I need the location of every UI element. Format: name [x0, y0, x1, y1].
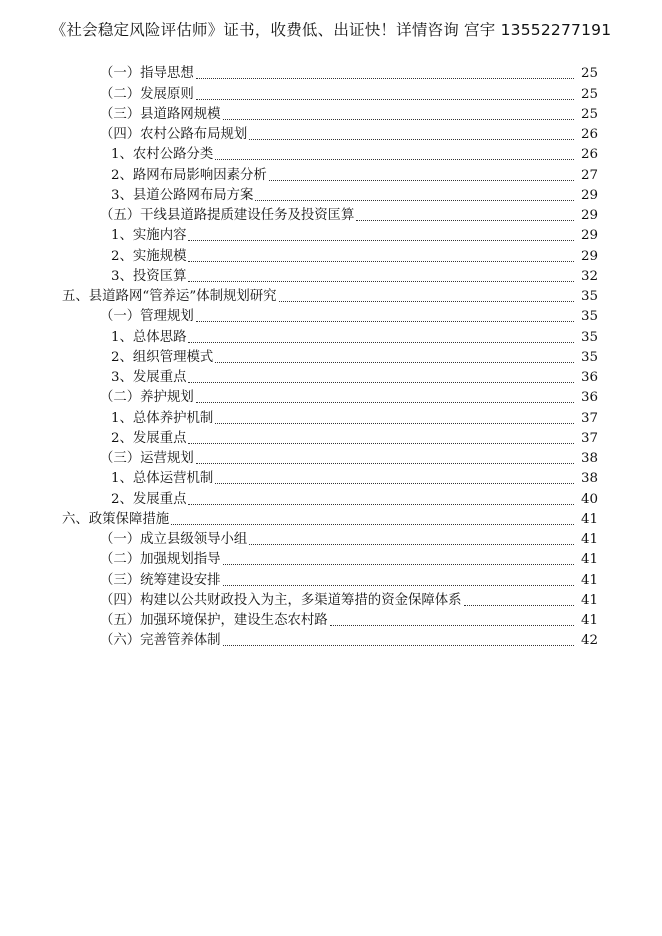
- toc-entry-label: （一）管理规划: [100, 309, 194, 325]
- toc-entry-label: （一）成立县级领导小组: [100, 532, 248, 547]
- dot-leader: [249, 138, 574, 140]
- toc-entry-page-number: 36: [580, 370, 598, 385]
- toc-entry-label: 2、发展重点: [111, 491, 187, 507]
- toc-entry-page-number: 27: [580, 167, 598, 183]
- toc-entry-page-number: 29: [580, 248, 598, 264]
- toc-entry-label: 2、实施规模: [111, 248, 187, 264]
- toc-entry[interactable]: [0, 224, 662, 244]
- toc-entry-label: 3、发展重点: [111, 370, 187, 385]
- dot-leader: [196, 320, 574, 322]
- dot-leader: [188, 442, 574, 444]
- toc-entry-page-number: 32: [580, 268, 598, 284]
- toc-entry-page-number: 41: [580, 532, 598, 547]
- table-of-contents: [0, 62, 662, 649]
- toc-entry[interactable]: [0, 325, 662, 345]
- toc-entry[interactable]: [0, 406, 662, 426]
- toc-entry-label: （六）完善管养体制: [100, 633, 221, 649]
- dot-leader: [188, 260, 574, 262]
- toc-entry[interactable]: [0, 447, 662, 467]
- dot-leader: [171, 523, 574, 525]
- dot-leader: [255, 199, 574, 201]
- toc-entry-label: 1、总体养护机制: [111, 410, 214, 426]
- dot-leader: [215, 482, 574, 484]
- toc-entry-label: 1、实施内容: [111, 228, 187, 244]
- toc-entry[interactable]: [0, 629, 662, 649]
- toc-entry-page-number: 29: [580, 187, 598, 203]
- toc-entry[interactable]: [0, 508, 662, 528]
- dot-leader: [188, 239, 574, 241]
- dot-leader: [279, 300, 574, 302]
- toc-entry-page-number: 42: [580, 633, 598, 649]
- dot-leader: [215, 422, 574, 424]
- dot-leader: [196, 462, 574, 464]
- toc-entry[interactable]: [0, 589, 662, 609]
- toc-entry-label: 2、发展重点: [111, 430, 187, 446]
- dot-leader: [269, 179, 574, 181]
- page-header-banner: 《社会稳定风险评估师》证书，收费低、出证快！详情咨询 宫宇 13552277191: [50, 21, 612, 39]
- toc-entry-label: （四）构建以公共财政投入为主，多渠道筹措的资金保障体系: [100, 592, 462, 608]
- toc-entry-page-number: 37: [580, 430, 598, 446]
- toc-entry-page-number: 35: [580, 309, 598, 325]
- dot-leader: [188, 503, 574, 505]
- toc-entry-page-number: 41: [580, 552, 598, 568]
- toc-entry[interactable]: [0, 62, 662, 82]
- toc-entry-label: （一）指导思想: [100, 66, 194, 82]
- dot-leader: [223, 563, 574, 565]
- toc-entry-label: 1、总体思路: [111, 329, 187, 345]
- dot-leader: [464, 604, 574, 606]
- toc-entry[interactable]: [0, 609, 662, 629]
- dot-leader: [215, 361, 574, 363]
- toc-entry[interactable]: [0, 103, 662, 123]
- toc-entry-page-number: 38: [580, 451, 598, 466]
- toc-entry-page-number: 35: [580, 289, 598, 304]
- dot-leader: [188, 381, 574, 383]
- toc-entry[interactable]: [0, 366, 662, 386]
- toc-entry-page-number: 25: [580, 66, 598, 82]
- toc-entry[interactable]: [0, 82, 662, 102]
- toc-entry[interactable]: [0, 265, 662, 285]
- toc-entry[interactable]: [0, 244, 662, 264]
- toc-entry-page-number: 41: [580, 592, 598, 608]
- dot-leader: [196, 401, 574, 403]
- toc-entry[interactable]: [0, 487, 662, 507]
- toc-entry-label: （三）县道路网规模: [100, 106, 221, 122]
- toc-entry[interactable]: [0, 184, 662, 204]
- toc-entry[interactable]: [0, 305, 662, 325]
- toc-entry-label: 3、县道公路网布局方案: [111, 187, 254, 203]
- toc-entry[interactable]: [0, 163, 662, 183]
- toc-entry-page-number: 41: [580, 613, 598, 628]
- toc-entry-page-number: 41: [580, 511, 598, 527]
- toc-entry[interactable]: [0, 427, 662, 447]
- toc-entry[interactable]: [0, 123, 662, 143]
- dot-leader: [196, 77, 574, 79]
- toc-entry-label: 五、县道路网“管养运”体制规划研究: [62, 289, 277, 304]
- toc-entry-page-number: 25: [580, 106, 598, 122]
- toc-entry[interactable]: [0, 346, 662, 366]
- toc-entry[interactable]: [0, 285, 662, 305]
- toc-entry-page-number: 38: [580, 471, 598, 487]
- toc-entry-label: 1、总体运营机制: [111, 471, 214, 487]
- toc-entry[interactable]: [0, 204, 662, 224]
- toc-entry[interactable]: [0, 568, 662, 588]
- toc-entry-label: （二）发展原则: [100, 86, 194, 102]
- toc-entry-label: 2、路网布局影响因素分析: [111, 167, 267, 183]
- toc-entry-page-number: 26: [580, 127, 598, 142]
- toc-entry[interactable]: [0, 467, 662, 487]
- toc-entry-label: （四）农村公路布局规划: [100, 127, 248, 142]
- dot-leader: [223, 118, 574, 120]
- toc-entry-label: （五）加强环境保护，建设生态农村路: [100, 613, 328, 628]
- toc-entry-label: （二）加强规划指导: [100, 552, 221, 568]
- toc-entry-page-number: 29: [580, 208, 598, 223]
- toc-entry-page-number: 41: [580, 572, 598, 588]
- toc-entry[interactable]: [0, 528, 662, 548]
- toc-entry[interactable]: [0, 143, 662, 163]
- toc-entry-label: （二）养护规划: [100, 390, 194, 406]
- dot-leader: [215, 158, 574, 160]
- dot-leader: [196, 98, 574, 100]
- toc-entry-label: （三）统筹建设安排: [100, 572, 221, 588]
- dot-leader: [356, 219, 574, 221]
- dot-leader: [223, 644, 574, 646]
- dot-leader: [249, 543, 574, 545]
- toc-entry[interactable]: [0, 386, 662, 406]
- toc-entry-page-number: 35: [580, 349, 598, 365]
- toc-entry-page-number: 36: [580, 390, 598, 406]
- toc-entry-page-number: 25: [580, 86, 598, 102]
- dot-leader: [223, 584, 574, 586]
- toc-entry-page-number: 26: [580, 147, 598, 163]
- toc-entry-label: 3、投资匡算: [111, 268, 187, 284]
- dot-leader: [188, 280, 574, 282]
- toc-entry-page-number: 37: [580, 410, 598, 426]
- toc-entry-label: 1、农村公路分类: [111, 147, 214, 163]
- toc-entry-page-number: 40: [580, 491, 598, 507]
- toc-entry[interactable]: [0, 548, 662, 568]
- dot-leader: [330, 624, 574, 626]
- toc-entry-page-number: 35: [580, 329, 598, 345]
- toc-entry-label: 2、组织管理模式: [111, 349, 214, 365]
- toc-entry-page-number: 29: [580, 228, 598, 244]
- toc-entry-label: 六、政策保障措施: [62, 511, 170, 527]
- dot-leader: [188, 341, 574, 343]
- toc-entry-label: （五）干线县道路提质建设任务及投资匡算: [100, 208, 355, 223]
- toc-entry-label: （三）运营规划: [100, 451, 194, 466]
